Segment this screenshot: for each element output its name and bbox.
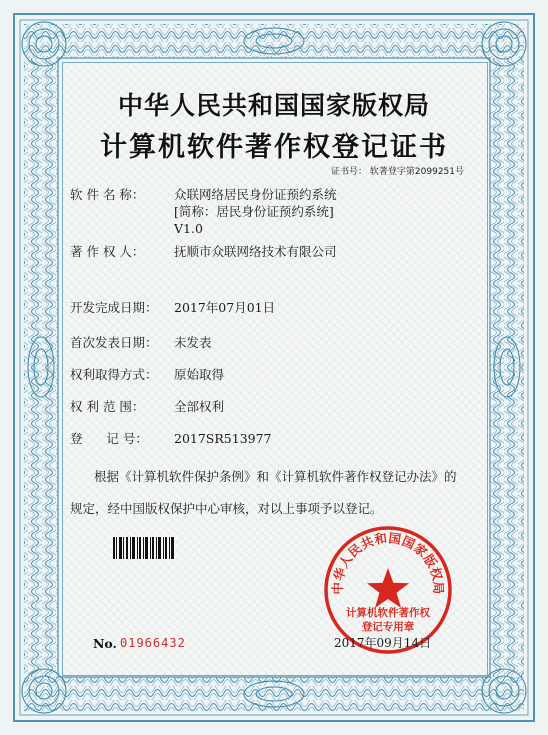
- field-label: 首次发表日期：: [70, 335, 158, 350]
- certificate-number: 证书号： 软著登字第2099251号: [331, 167, 464, 177]
- issuer-title: 中华人民共和国国家版权局: [117, 91, 430, 120]
- field-label: 著 作 权 人：: [70, 244, 145, 259]
- field-label: 开发完成日期：: [70, 300, 158, 315]
- statement-line-1: 根据《计算机软件保护条例》和《计算机软件著作权登记办法》的: [94, 469, 457, 484]
- field-label: 权 利 范 围：: [70, 399, 145, 414]
- field-label: 软 件 名 称：: [70, 187, 145, 202]
- field-value: 抚顺市众联网络技术有限公司: [174, 244, 337, 259]
- field-value: 原始取得: [174, 367, 225, 382]
- field-label: 权利取得方式：: [70, 367, 158, 382]
- field-acquisition-method: [70, 366, 225, 383]
- field-value: 2017SR513977: [174, 431, 272, 446]
- barcode: [112, 536, 176, 560]
- serial-label: No.: [93, 636, 117, 651]
- field-value: 未发表: [174, 335, 212, 350]
- field-label: 登 记 号：: [70, 431, 148, 446]
- field-value: V1.0: [174, 221, 203, 236]
- seal-line-2: 登记专用章: [361, 621, 415, 633]
- serial-number: 01966432: [120, 636, 186, 650]
- field-value: 全部权利: [174, 399, 225, 414]
- statement-line-2: 规定，经中国版权保护中心审核，对以上事项予以登记。: [70, 501, 383, 516]
- field-registration-number: [70, 430, 272, 447]
- certificate-title: 计算机软件著作权登记证书: [100, 132, 448, 163]
- field-copyright-owner: [70, 243, 337, 260]
- field-value: 众联网络居民身份证预约系统: [174, 187, 337, 202]
- field-completion-date: [70, 299, 276, 316]
- field-software-name: [70, 186, 337, 203]
- field-rights-scope: [70, 398, 225, 415]
- issue-date: 2017年09月14日: [334, 636, 432, 650]
- seal-line-1: 计算机软件著作权: [346, 607, 430, 619]
- svg-text:中华人民共和国国家版权局: 中华人民共和国国家版权局: [329, 530, 447, 595]
- field-value: [简称：居民身份证预约系统]: [174, 204, 334, 219]
- field-publish-date: [70, 334, 212, 351]
- field-value: 2017年07月01日: [174, 300, 276, 315]
